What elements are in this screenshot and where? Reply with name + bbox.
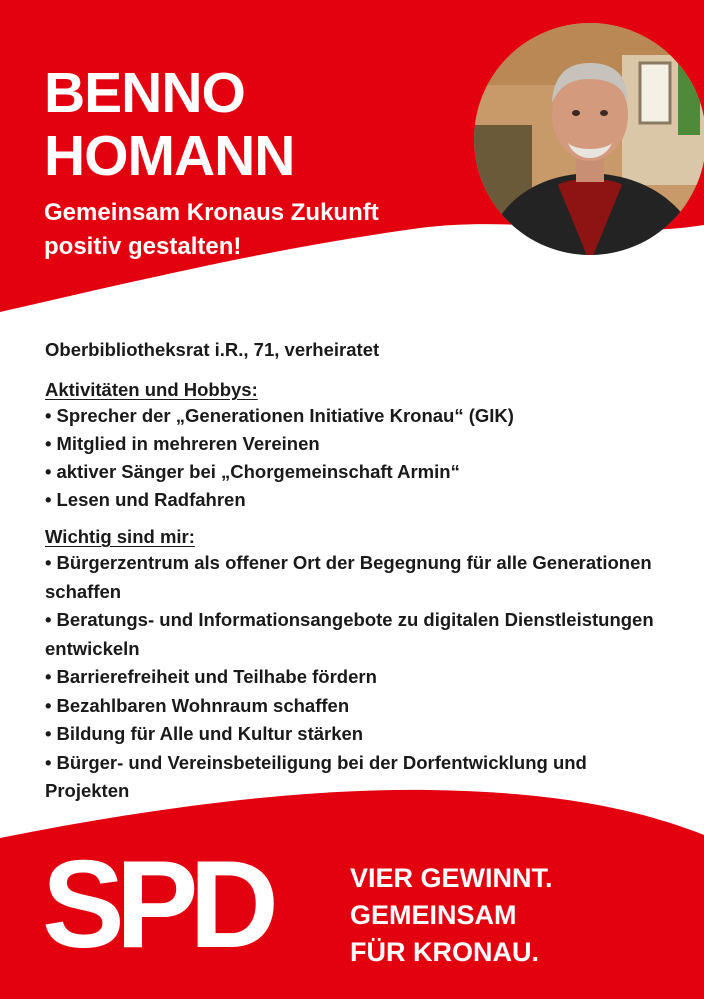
candidate-name: [44, 62, 294, 188]
list-item: • Sprecher der „Generationen Initiative Kronau“ (GIK): [45, 405, 514, 426]
list-item: • Mitglied in mehreren Vereinen: [45, 433, 320, 454]
list-item: • aktiver Sänger bei „Chorgemeinschaft Armin“: [45, 461, 460, 482]
list-item: • Beratungs- und Informationsangebote zu digitalen Dienstleistungen entwickeln: [45, 609, 654, 659]
candidate-portrait: [472, 15, 704, 263]
activities-heading: Aktivitäten und Hobbys:: [45, 379, 258, 400]
spd-logo: SPD: [42, 836, 270, 974]
list-item: • Lesen und Radfahren: [45, 489, 246, 510]
candidate-profile: Oberbibliotheksrat i.R., 71, verheiratet: [45, 339, 380, 360]
priorities-heading: Wichtig sind mir:: [45, 526, 195, 547]
claim-line-2: GEMEINSAM: [350, 900, 517, 930]
slogan-line-2: positiv gestalten!: [44, 233, 242, 260]
priorities-list: [45, 549, 665, 806]
claim-line-3: FÜR KRONAU.: [350, 937, 539, 967]
list-item: • Bürgerzentrum als offener Ort der Begegnung für alle Generationen schaffen: [45, 552, 652, 602]
candidate-name-line-2: HOMANN: [44, 124, 295, 188]
list-item: • Bezahlbaren Wohnraum schaffen: [45, 694, 350, 716]
campaign-claim: [350, 860, 553, 971]
campaign-slogan: [44, 196, 379, 264]
candidate-name-line-1: BENNO: [44, 61, 245, 125]
candidate-info: [45, 337, 665, 806]
list-item: • Bürger- und Vereinsbeteiligung bei der Dorfentwicklung und Projekten: [45, 751, 587, 801]
list-item: • Barrierefreiheit und Teilhabe fördern: [45, 666, 377, 687]
list-item: • Bildung für Alle und Kultur stärken: [45, 723, 364, 744]
claim-line-1: VIER GEWINNT.: [350, 863, 553, 893]
activities-list: [45, 402, 665, 514]
slogan-line-1: Gemeinsam Kronaus Zukunft: [44, 199, 379, 226]
